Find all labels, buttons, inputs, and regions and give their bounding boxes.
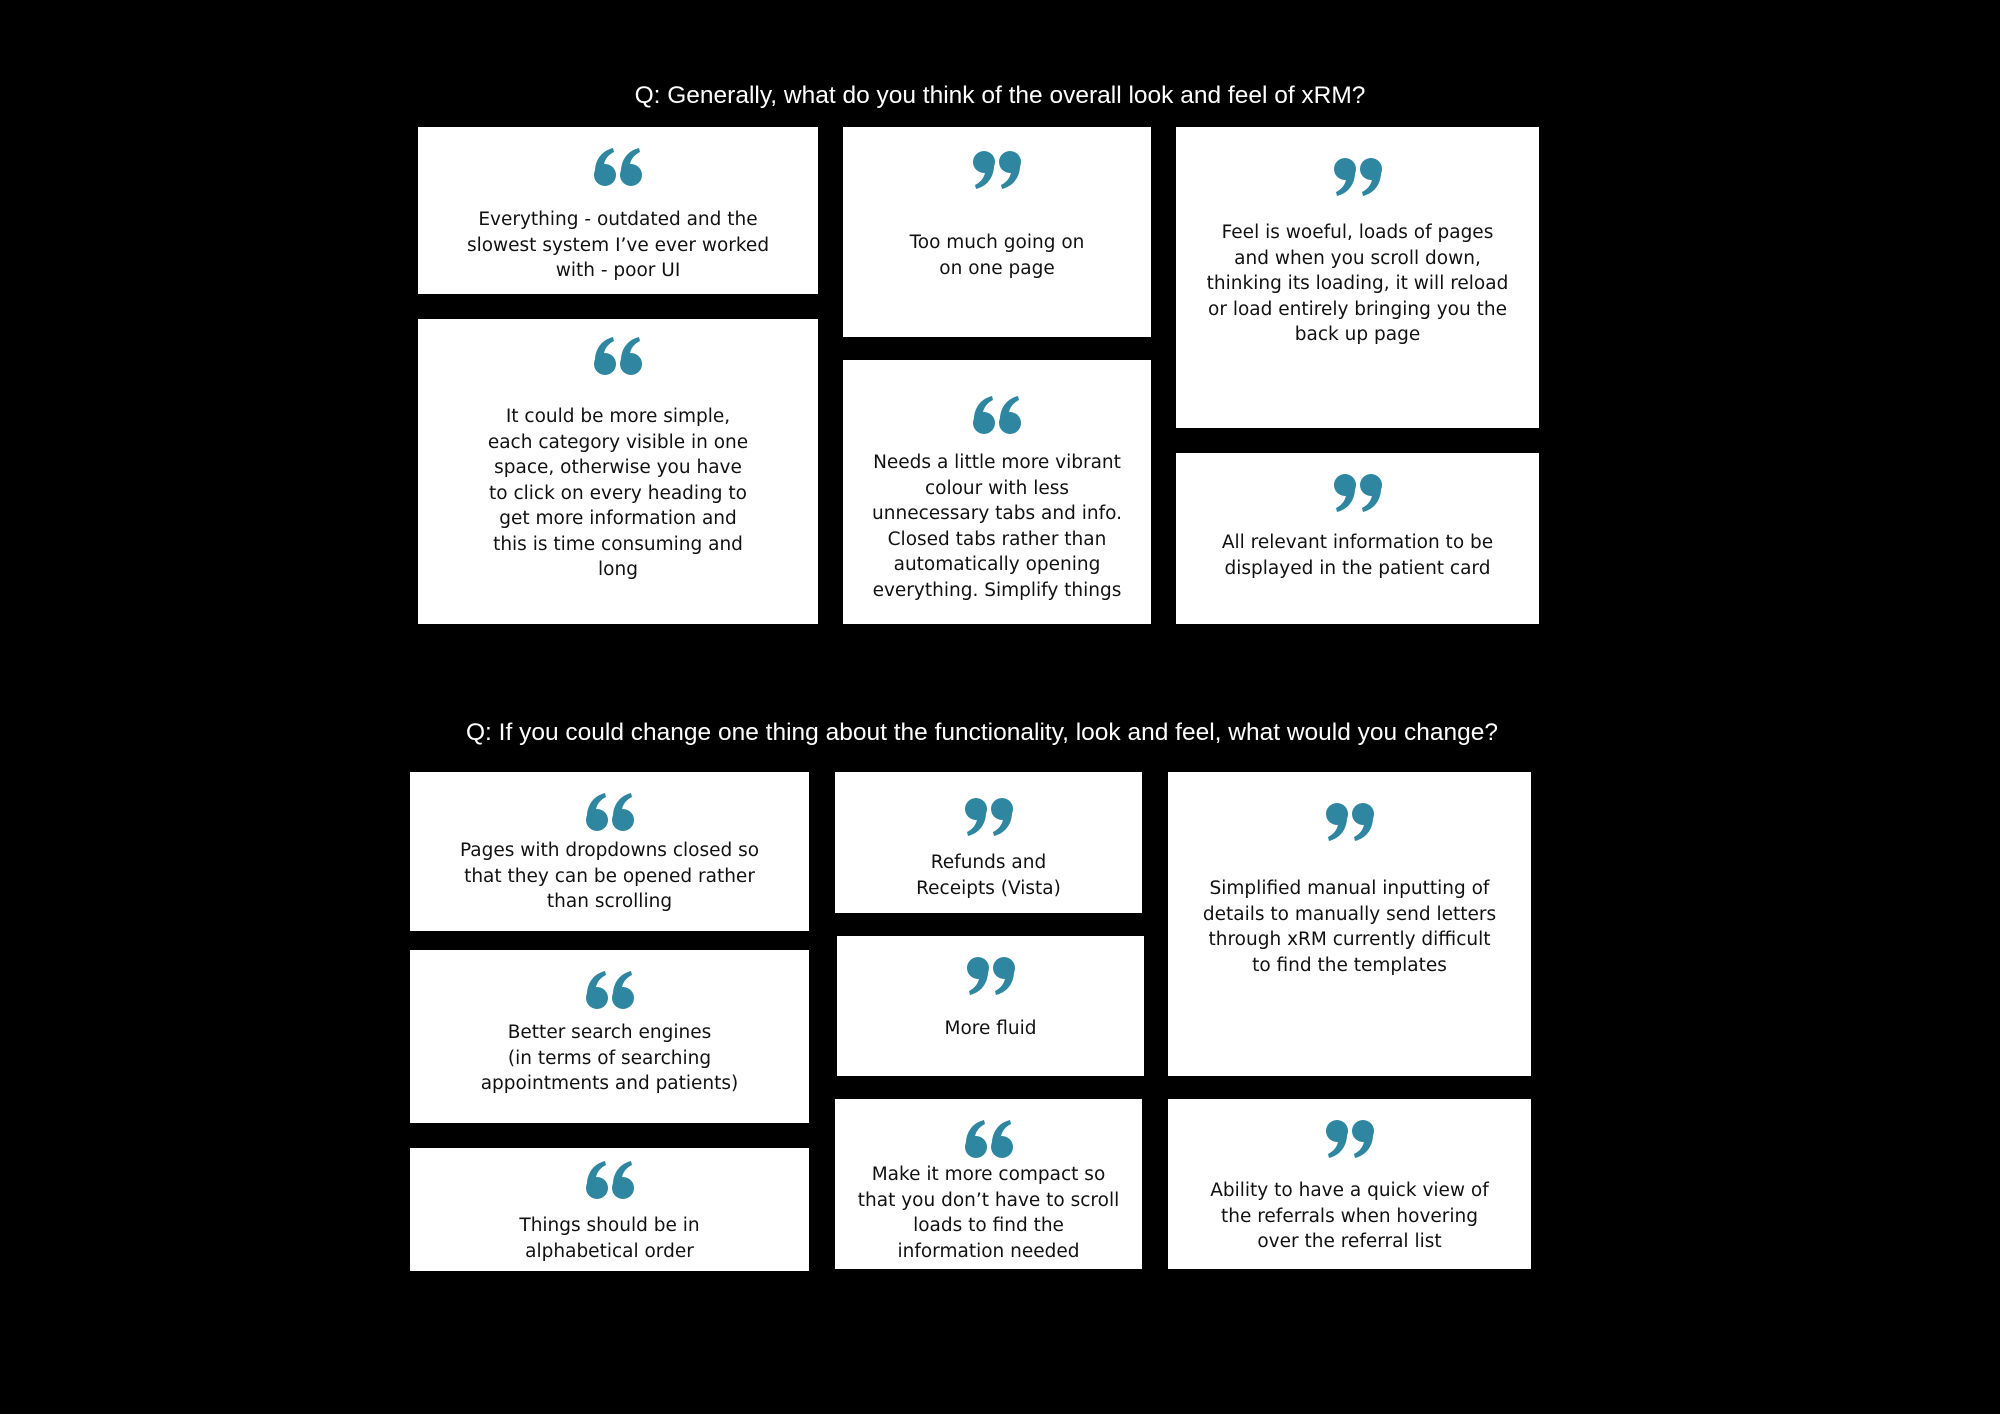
- quote-line: on one page: [939, 257, 1055, 279]
- quote-line: unnecessary tabs and info.: [872, 503, 1122, 524]
- quote-line: over the referral list: [1257, 1231, 1442, 1252]
- quote-line: that they can be opened rather: [464, 865, 755, 887]
- quote-line: thinking its loading, it will reload: [1206, 273, 1509, 294]
- quote-text: [847, 1016, 1134, 1042]
- quote-card: [835, 1099, 1142, 1269]
- quote-line: long: [598, 559, 638, 580]
- quote-line: Everything - outdated and the: [478, 209, 758, 230]
- quote-card: [1176, 127, 1539, 428]
- quote-line: Refunds and: [930, 852, 1047, 873]
- quote-card: [418, 127, 818, 294]
- quote-line: Make it more compact so: [871, 1164, 1106, 1185]
- quote-text: [428, 207, 808, 284]
- quote-line: alphabetical order: [525, 1240, 694, 1262]
- quote-text: [420, 838, 799, 915]
- quote-card: [410, 1148, 809, 1271]
- close-quote-icon: [1168, 1119, 1531, 1183]
- quote-line: slowest system I’ve ever worked: [466, 234, 770, 256]
- quote-line: get more information and: [499, 508, 737, 529]
- quote-line: More fluid: [944, 1018, 1037, 1039]
- quote-line: Better search engines: [507, 1022, 712, 1043]
- close-quote-icon: [1176, 157, 1539, 221]
- quote-line: or load entirely bringing you the: [1208, 298, 1507, 320]
- quote-line: details to manually send letters: [1202, 903, 1497, 925]
- close-quote-icon: [1168, 802, 1531, 866]
- quote-text: [1178, 876, 1521, 978]
- quote-line: space, otherwise you have: [494, 457, 742, 478]
- quote-line: each category visible in one: [487, 431, 749, 453]
- open-quote-icon: [418, 147, 818, 211]
- quote-text: [420, 1213, 799, 1264]
- quote-line: that you don’t have to scroll: [857, 1189, 1120, 1211]
- quote-text: [1178, 1178, 1521, 1255]
- quote-text: [845, 850, 1132, 901]
- quote-line: back up page: [1294, 324, 1421, 345]
- quote-text: [1186, 530, 1529, 581]
- quote-line: Ability to have a quick view of: [1210, 1180, 1489, 1201]
- quote-card: [410, 950, 809, 1123]
- close-quote-icon: [843, 150, 1151, 214]
- quote-card: [410, 772, 809, 931]
- quote-line: everything. Simplify things: [872, 579, 1122, 601]
- open-quote-icon: [418, 336, 818, 400]
- quote-card: [418, 319, 818, 624]
- quote-line: with - poor UI: [555, 260, 681, 281]
- quote-line: automatically opening: [893, 554, 1101, 575]
- quote-line: loads to find the: [913, 1215, 1064, 1236]
- quote-line: to click on every heading to: [489, 482, 747, 504]
- quote-line: All relevant information to be: [1221, 532, 1494, 553]
- question-1-heading: Q: Generally, what do you think of the overall look and feel of xRM?: [634, 82, 1366, 109]
- quote-card: [843, 360, 1151, 624]
- quote-line: Too much going on: [909, 232, 1085, 253]
- quote-card: [837, 936, 1144, 1076]
- quote-text: [853, 230, 1141, 281]
- quote-card: [1168, 772, 1531, 1076]
- quote-card: [843, 127, 1151, 337]
- quote-card: [835, 772, 1142, 913]
- quote-line: information needed: [897, 1240, 1080, 1262]
- quote-line: displayed in the patient card: [1224, 557, 1491, 579]
- close-quote-icon: [837, 956, 1144, 1020]
- quote-line: Receipts (Vista): [916, 877, 1061, 899]
- close-quote-icon: [1176, 473, 1539, 537]
- quote-line: colour with less: [924, 477, 1070, 499]
- quote-line: (in terms of searching: [507, 1047, 712, 1069]
- quote-line: Closed tabs rather than: [887, 528, 1107, 550]
- quote-text: [428, 404, 808, 583]
- quote-line: Simplified manual inputting of: [1209, 878, 1490, 899]
- quote-text: [845, 1162, 1132, 1264]
- quote-text: [853, 450, 1141, 603]
- quote-line: Feel is woeful, loads of pages: [1221, 222, 1494, 243]
- quote-card: [1176, 453, 1539, 624]
- quote-line: this is time consuming and: [493, 533, 743, 555]
- quote-line: and when you scroll down,: [1234, 247, 1481, 269]
- quote-line: It could be more simple,: [505, 406, 731, 427]
- quote-text: [1186, 220, 1529, 348]
- question-2-heading: Q: If you could change one thing about the functionality, look and feel, what would you change?: [466, 719, 1498, 746]
- quote-line: than scrolling: [546, 891, 673, 912]
- quote-line: Things should be in: [519, 1215, 700, 1236]
- quote-text: [420, 1020, 799, 1097]
- quote-card: [1168, 1099, 1531, 1269]
- quote-line: appointments and patients): [480, 1073, 739, 1094]
- quote-line: to find the templates: [1252, 954, 1447, 976]
- quote-line: Needs a little more vibrant: [873, 452, 1121, 473]
- quote-line: the referrals when hovering: [1220, 1205, 1479, 1227]
- quote-line: Pages with dropdowns closed so: [459, 840, 760, 861]
- quote-line: through xRM currently difficult: [1208, 929, 1491, 950]
